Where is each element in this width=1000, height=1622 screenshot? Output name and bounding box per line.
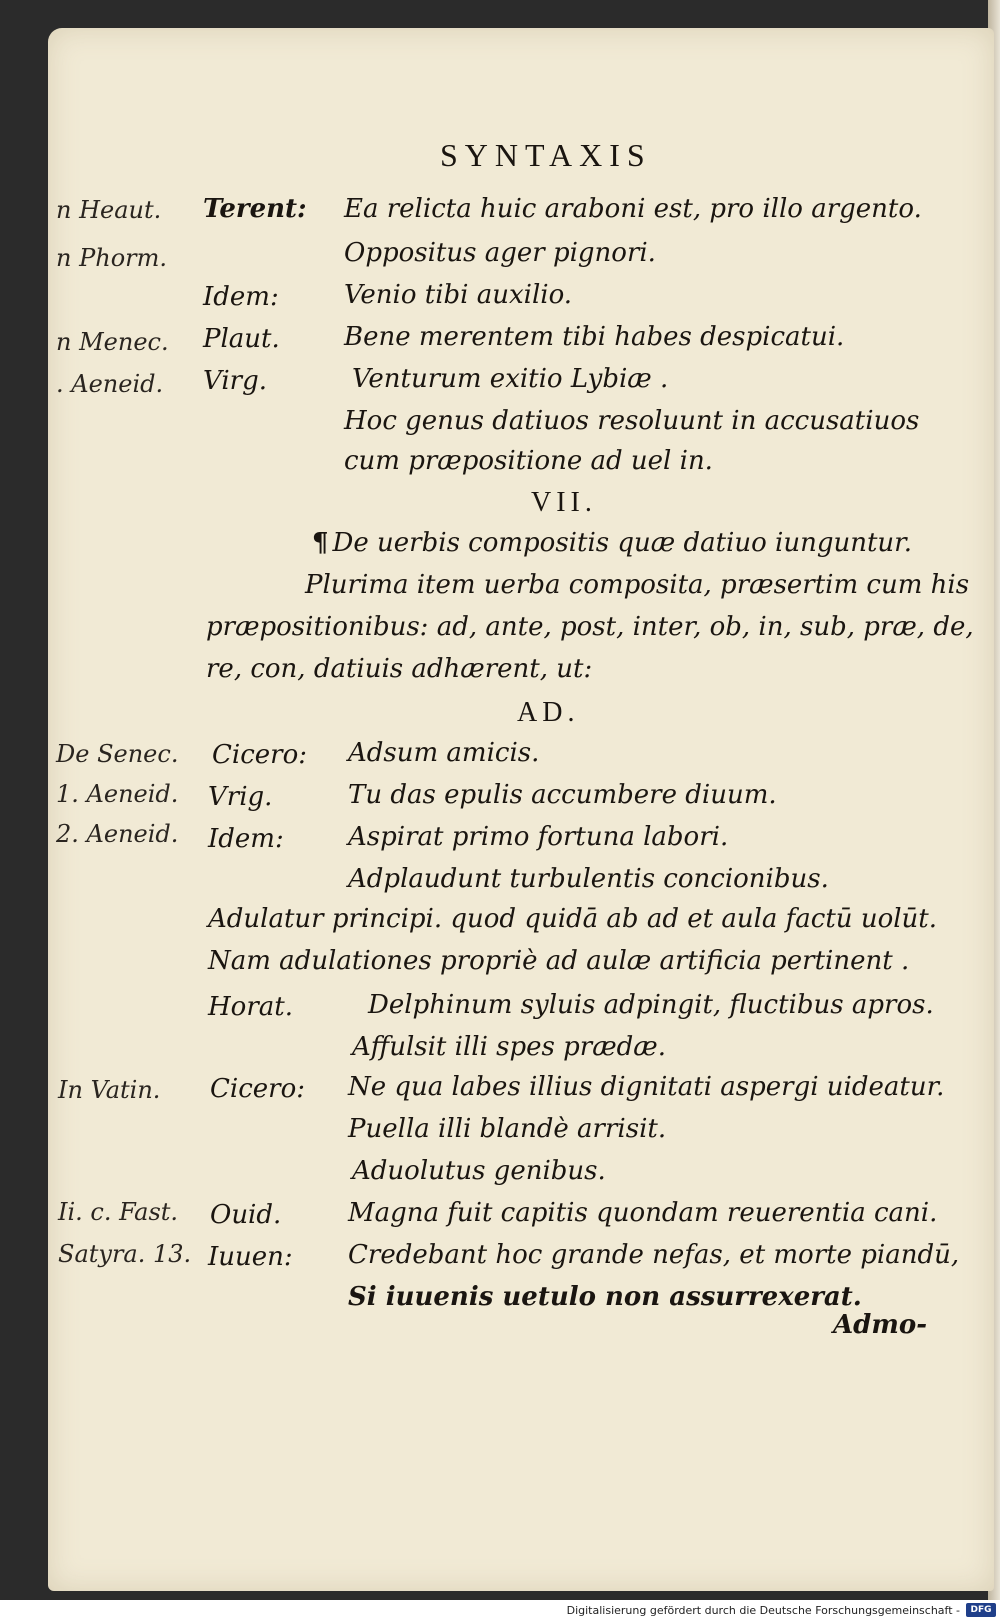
quote-line: Aspirat primo fortuna labori. — [348, 822, 729, 852]
author-name: Ouid. — [210, 1200, 282, 1230]
quote-line: Hoc genus datiuos resoluunt in accusatiuos — [344, 406, 920, 436]
section-number: VII. — [531, 487, 597, 518]
quote-line: Delphinum syluis adpingit, fluctibus apros. — [368, 990, 934, 1020]
note-line: Nam adulationes propriè ad aulæ artificia pertinent . — [208, 946, 910, 976]
quote-line: Magna fuit capitis quondam reuerentia cani. — [348, 1198, 938, 1228]
quote-line: Oppositus ager pignori. — [344, 238, 656, 268]
quote-line: Si iuuenis uetulo non assurrexerat. — [348, 1282, 862, 1312]
quote-line: cum præpositione ad uel in. — [344, 446, 713, 476]
author-name: Cicero: — [212, 740, 307, 770]
quote-line: Tu das epulis accumbere diuum. — [348, 780, 777, 810]
dfg-logo-icon[interactable]: DFG — [966, 1603, 996, 1617]
quote-line: Adplaudunt turbulentis concionibus. — [348, 864, 829, 894]
section-title-text: De uerbis compositis quæ datiuo iunguntur. — [332, 528, 912, 558]
margin-reference: Satyra. 13. — [58, 1240, 192, 1268]
author-name: Idem: — [203, 282, 279, 312]
sub-heading: AD. — [517, 697, 580, 728]
paragraph-line: Plurima item uerba composita, præsertim cum his — [305, 570, 970, 600]
quote-line: Venturum exitio Lybiæ . — [352, 364, 669, 394]
footer-bar — [0, 1600, 1000, 1622]
author-name: Iuuen: — [208, 1242, 293, 1272]
quote-line: Adsum amicis. — [348, 738, 540, 768]
author-name: Plaut. — [203, 324, 280, 354]
author-name: Horat. — [208, 992, 293, 1022]
catchword: Admo- — [833, 1310, 927, 1340]
margin-reference: De Senec. — [56, 740, 179, 768]
quote-line: Venio tibi auxilio. — [344, 280, 573, 310]
margin-reference: Ii. c. Fast. — [58, 1198, 179, 1226]
quote-line: Puella illi blandè arrisit. — [348, 1114, 667, 1144]
author-name: Virg. — [203, 366, 267, 396]
paragraph-line: præpositionibus: ad, ante, post, inter, ob, in, sub, præ, de, — [206, 612, 974, 642]
author-name: Cicero: — [210, 1074, 305, 1104]
note-line: Adulatur principi. quod quidā ab ad et aula factū uolūt. — [208, 904, 937, 934]
author-name: Idem: — [208, 824, 284, 854]
running-header: SYNTAXIS — [440, 137, 652, 173]
author-name: Vrig. — [208, 782, 273, 812]
quote-line: Credebant hoc grande nefas, et morte piandū, — [348, 1240, 960, 1270]
section-title — [312, 528, 912, 558]
digitization-credit: Digitalisierung gefördert durch die Deutsche Forschungsgemeinschaft - — [566, 1604, 960, 1617]
margin-reference: n Heaut. — [56, 196, 162, 224]
quote-line: Affulsit illi spes prædæ. — [352, 1032, 666, 1062]
pilcrow-icon: ¶ — [312, 528, 329, 558]
margin-reference: In Vatin. — [58, 1076, 161, 1104]
margin-reference: n Phorm. — [56, 244, 167, 272]
margin-reference: . Aeneid. — [56, 370, 164, 398]
quote-line: Ne qua labes illius dignitati aspergi uideatur. — [348, 1072, 945, 1102]
margin-reference: 1. Aeneid. — [56, 780, 179, 808]
margin-reference: 2. Aeneid. — [56, 820, 179, 848]
author-name: Terent: — [203, 194, 307, 224]
margin-reference: n Menec. — [56, 328, 169, 356]
paragraph-line: re, con, datiuis adhærent, ut: — [206, 654, 593, 684]
quote-line: Ea relicta huic araboni est, pro illo argento. — [344, 194, 922, 224]
quote-line: Bene merentem tibi habes despicatui. — [344, 322, 845, 352]
quote-line: Aduolutus genibus. — [352, 1156, 606, 1186]
